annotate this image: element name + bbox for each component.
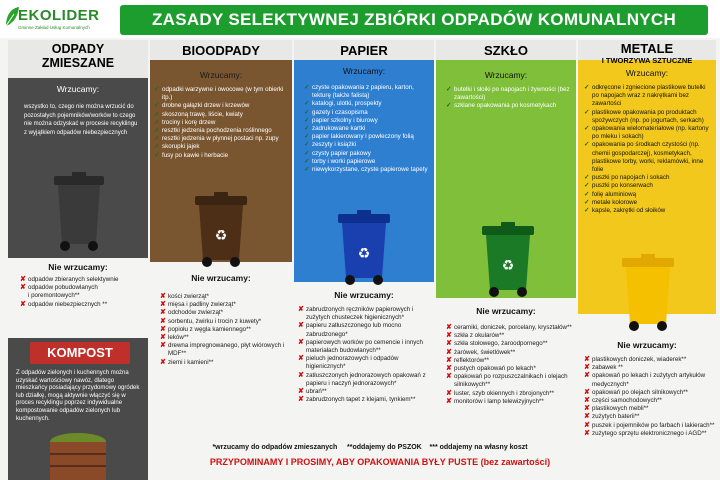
list-item: ✘ odpadów niebezpiecznych ** bbox=[20, 301, 144, 309]
list-item: ✓ resztki jedzenia pochodzenia roślinnego bbox=[154, 127, 290, 135]
list-item: ✓ odkręcone i zgniecione plastikowe butelki po napojach wraz z nakrętkami bez zawartości bbox=[584, 84, 714, 109]
list-item: ✓ kapsle, zakrętki od słoików bbox=[584, 207, 714, 215]
list-item: ✘ puszek i pojemników po farbach i lakierach** bbox=[584, 422, 716, 430]
glass-nie-list bbox=[446, 324, 574, 406]
list-item: ✘ ziemi i kamieni** bbox=[160, 359, 290, 367]
list-item: ✓ skorupki jajek bbox=[154, 143, 290, 151]
list-item: ✓ folię aluminiową bbox=[584, 191, 714, 199]
list-item: ✘ leków** bbox=[160, 334, 290, 342]
list-item: ✓ opakowania po środkach czystości (np. chemii gospodarczej), kosmetykach, plastikowe torby, worki, reklamówki, inne folie bbox=[584, 141, 714, 174]
list-item: ✓ plastikowe opakowania po produktach spożywczych (np. po jogurtach, serkach) bbox=[584, 109, 714, 125]
glass-wrzucamy: Wrzucamy: bbox=[484, 70, 528, 80]
list-item: ✘ odpadów pobudowlanych bbox=[20, 284, 144, 292]
list-item: ✓ czysty papier pakowy bbox=[304, 150, 430, 158]
list-item: ✓ katalogi, ulotki, prospekty bbox=[304, 100, 430, 108]
list-item: ✘ papierowych worków po cemencie i innych materiałach budowlanych** bbox=[298, 339, 432, 355]
bio-wrzucamy: Wrzucamy: bbox=[199, 70, 243, 80]
list-item: ✘ zużytych baterii** bbox=[584, 413, 716, 421]
mixed-title-line1: ODPADY bbox=[51, 42, 105, 56]
list-item: ✓ szklane opakowania po kosmetykach bbox=[446, 102, 574, 110]
blue-bin-icon bbox=[336, 208, 392, 286]
list-item: ✘ części samochodowych** bbox=[584, 397, 716, 405]
list-item: ✓ papier szkolny i biurowy bbox=[304, 117, 430, 125]
list-item: ✘ pustych opakowań po lekach* bbox=[446, 365, 574, 373]
list-item: ✘ luster, szyb okiennych i zbrojonych** bbox=[446, 390, 574, 398]
list-item: ✓ puszki po konserwach bbox=[584, 182, 714, 190]
mixed-title-line2: ZMIESZANE bbox=[41, 56, 115, 70]
paper-wrzucamy: Wrzucamy: bbox=[342, 66, 386, 76]
bio-nie-wrzucamy: Nie wrzucamy: bbox=[191, 273, 251, 283]
list-item: ✓ fusy po kawie i herbacie bbox=[154, 152, 290, 160]
bio-title: BIOODPADY bbox=[182, 43, 260, 58]
compost-box-icon bbox=[46, 432, 110, 480]
bio-nie-list bbox=[160, 293, 290, 367]
list-item: ✘ ubrań** bbox=[298, 388, 432, 396]
glass-title: SZKŁO bbox=[483, 43, 529, 58]
list-item: ✘ kości zwierząt* bbox=[160, 293, 290, 301]
svg-text:♻: ♻ bbox=[357, 246, 371, 262]
list-item: ✓ metale kolorowe bbox=[584, 199, 714, 207]
list-item: ✓ niewykorzystane, czyste papierowe tapety bbox=[304, 166, 430, 174]
list-item: ✘ odchodów zwierząt* bbox=[160, 309, 290, 317]
list-item: ✘ zabrudzonych tapet z klejami, tynkiem** bbox=[298, 396, 432, 404]
list-item: ✘ monitorów i lamp telewizyjnych** bbox=[446, 398, 574, 406]
svg-text:♻: ♻ bbox=[501, 258, 515, 274]
paper-nie-list bbox=[298, 306, 432, 404]
logo-tagline: Gminne Zakład Usług Komunalnych bbox=[18, 25, 90, 30]
paper-title: PAPIER bbox=[340, 43, 388, 58]
kompost-text: Z odpadów zielonych i kuchennych można uzyskać wartościowy nawóz, dlatego mieszkańcy posiadający przydomowy ogródek lub działkę, mogą aktywnie włączyć się w proces recyklingu poprzez indywidualne kompostowanie odpadów zielonych lub kuchennych. bbox=[16, 370, 140, 422]
mixed-title bbox=[8, 42, 148, 70]
list-item: i poremontowych** bbox=[28, 292, 80, 300]
mixed-nie-list bbox=[20, 276, 144, 309]
list-item: ✘ opakowań po rozpuszczalnikach i olejach silnikowych** bbox=[446, 373, 574, 389]
metal-wrzucamy: Wrzucamy: bbox=[625, 68, 669, 78]
paper-nie-wrzucamy: Nie wrzucamy: bbox=[334, 290, 394, 300]
list-item: ✘ pieluch jednorazowych i odpadów higienicznych* bbox=[298, 355, 432, 371]
list-item: ✓ resztki jedzenia w płynnej postaci np. zupy bbox=[154, 135, 290, 143]
list-item: ✘ papieru zatłuszczonego lub mocno zabrudzonego* bbox=[298, 322, 432, 338]
list-item: ✘ mięsa i padliny zwierząt* bbox=[160, 301, 290, 309]
list-item: ✘ zużytego sprzętu elektronicznego i AGD** bbox=[584, 430, 716, 438]
yellow-bin-icon bbox=[620, 252, 676, 332]
grey-bin-icon bbox=[52, 170, 106, 252]
mixed-wrzucamy-text: wszystko to, czego nie można wrzucić do pozostałych pojemników/worków to czego nie można odzyskać w procesie recyklingu z wyjątkiem odpadów niebezpiecznych bbox=[24, 104, 138, 136]
mixed-nie-wrzucamy: Nie wrzucamy: bbox=[48, 262, 108, 272]
list-item: ✘ szkła stołowego, żaroodpornego** bbox=[446, 340, 574, 348]
footer-reminder: PRZYPOMINAMY I PROSIMY, ABY OPAKOWANIA BYŁY PUSTE (bez zawartości) bbox=[209, 457, 551, 467]
logo-name: EKOLIDER bbox=[18, 7, 100, 24]
list-item: ✘ żarówek, świetlówek** bbox=[446, 349, 574, 357]
list-item: ✓ butelki i słoiki po napojach i żywności (bez zawartości) bbox=[446, 86, 574, 102]
glass-nie-wrzucamy: Nie wrzucamy: bbox=[476, 306, 536, 316]
list-item: ✘ sorbentu, żwirku i trocin z kuwety* bbox=[160, 318, 290, 326]
list-item: ✘ popiołu z węgla kamiennego** bbox=[160, 326, 290, 334]
list-item: ✘ opakowań po olejach silnikowych** bbox=[584, 389, 716, 397]
metal-title: METALE bbox=[620, 41, 674, 56]
legend-pszok: **oddajemy do PSZOK bbox=[347, 444, 422, 451]
list-item: ✓ odpadki warzywne i owocowe (w tym obierki itp.) bbox=[154, 86, 290, 102]
green-bin-icon bbox=[480, 220, 536, 298]
list-item: ✓ puszki po napojach i sokach bbox=[584, 174, 714, 182]
brown-bin-icon bbox=[193, 190, 249, 268]
bio-list bbox=[154, 86, 290, 160]
page-title: ZASADY SELEKTYWNEJ ZBIÓRKI ODPADÓW KOMUNALNYCH bbox=[120, 5, 708, 35]
list-item: ✓ torby i worki papierowe bbox=[304, 158, 430, 166]
list-item: ✓ zeszyty i książki bbox=[304, 141, 430, 149]
svg-text:♻: ♻ bbox=[214, 228, 228, 244]
list-item: ✘ opakowań po lekach i zużytych artykułów medycznych* bbox=[584, 372, 716, 388]
list-item: ✓ opakowania wielomateriałowe (np. kartony po mleku i sokach) bbox=[584, 125, 714, 141]
list-item: ✓ papier lakierowany i powleczony folią bbox=[304, 133, 430, 141]
list-item: ✘ odpadów zbieranych selektywnie bbox=[20, 276, 144, 284]
logo bbox=[4, 4, 114, 34]
list-item: ✓ czyste opakowania z papieru, karton, tekturę (także falistą) bbox=[304, 84, 430, 100]
kompost-title-bar: KOMPOST bbox=[30, 342, 130, 364]
list-item: ✘ plastikowych mebli** bbox=[584, 405, 716, 413]
mixed-wrzucamy: Wrzucamy: bbox=[56, 84, 100, 94]
list-item: ✘ zabawek ** bbox=[584, 364, 716, 372]
metal-list bbox=[584, 84, 714, 215]
list-item: ✓ trociny i korę drzew bbox=[154, 119, 290, 127]
list-item: ✘ reflektorów** bbox=[446, 357, 574, 365]
paper-list bbox=[304, 84, 430, 174]
metal-nie-wrzucamy: Nie wrzucamy: bbox=[617, 340, 677, 350]
list-item: ✘ zatłuszczonych jednorazowych opakowań z papieru i naczyń jednorazowych* bbox=[298, 372, 432, 388]
glass-list bbox=[446, 86, 574, 111]
list-item: ✘ zabrudzonych ręczników papierowych i zużytych chusteczek higienicznych* bbox=[298, 306, 432, 322]
list-item: ✓ zadrukowane kartki bbox=[304, 125, 430, 133]
list-item: ✘ drewna impregnowanego, płyt wiórowych i MDF** bbox=[160, 342, 290, 358]
metal-subtitle: I TWORZYWA SZTUCZNE bbox=[601, 56, 693, 65]
list-item: ✓ drobne gałązki drzew i krzewów bbox=[154, 102, 290, 110]
footer-legend bbox=[150, 444, 590, 451]
list-item: ✓ gazety i czasopisma bbox=[304, 109, 430, 117]
legend-mixed: *wrzucamy do odpadów zmieszanych bbox=[212, 444, 338, 451]
list-item: ✘ plastikowych doniczek, wiaderek** bbox=[584, 356, 716, 364]
list-item: ✘ szkła z okularów** bbox=[446, 332, 574, 340]
list-item: ✓ skoszoną trawę, liście, kwiaty bbox=[154, 111, 290, 119]
list-item: ✘ ceramiki, doniczek, porcelany, kryształów** bbox=[446, 324, 574, 332]
legend-own-cost: *** oddajemy na własny koszt bbox=[429, 444, 528, 451]
metal-nie-list bbox=[584, 356, 716, 438]
